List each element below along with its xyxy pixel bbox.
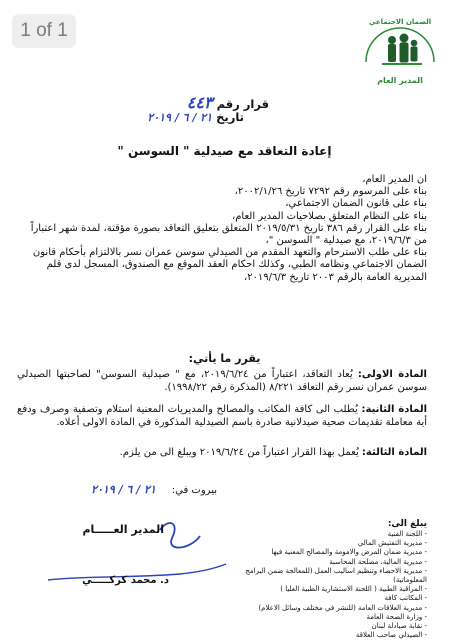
article-text: يُطلب الى كافة المكاتب والمصالح والمديريات المعنية استلام وتصفية وصرف ودفع أية معاملة تقديمات صحية صيدلانية صادرة باسم الصيدلية المذكورة في المادة الاولى أعلاه. bbox=[17, 404, 427, 428]
distribution-item: - نقابة صيادلة لبنان bbox=[227, 622, 427, 631]
signatory-title: المدير العـــــام bbox=[82, 523, 164, 536]
preamble-line: بناء على القرار رقم ٣٨٦ تاريخ ٢٠١٩/٥/٣١ المتعلق بتعليق التعاقد بصورة مؤقتة، لمدة شهر اعتباراً من ٢٠١٩/٦/٣، مع صيدلية " السوسن "، bbox=[30, 222, 427, 247]
document-title: إعادة التعاقد مع صيدلية " السوسن " bbox=[117, 144, 332, 158]
distribution-item: - المكاتب كافة bbox=[227, 594, 427, 603]
place-date-row bbox=[91, 483, 217, 496]
article-label: المادة الثالثة: bbox=[361, 447, 427, 458]
svg-text:الضمان الاجتماعي: الضمان الاجتماعي bbox=[368, 18, 432, 26]
preamble-line: ان المدير العام، bbox=[362, 174, 427, 185]
preamble-line: بناء على النظام المتعلق بصلاحيات المدير العام، bbox=[232, 210, 427, 222]
place-label: بيروت في: bbox=[171, 485, 217, 496]
distribution-item: - مديرية ضمان المرض والامومة والمصالح المعنية فيها bbox=[227, 548, 427, 557]
decision-number-label: قرار رقم bbox=[216, 97, 269, 111]
preamble-line: بناء على قانون الضمان الاجتماعي، bbox=[285, 198, 427, 210]
nssf-logo bbox=[358, 10, 442, 82]
decision-date-row bbox=[147, 110, 244, 124]
distribution-list bbox=[227, 530, 427, 640]
article-1 bbox=[17, 369, 427, 394]
place-date-value: ٢١ / ٦ / ٢٠١٩ bbox=[91, 483, 156, 496]
signatory-name: د. محمد كركـــــي bbox=[82, 575, 169, 586]
distribution-item: - مديرية المالية، مصلحة المحاسبة bbox=[227, 558, 427, 567]
article-3 bbox=[17, 447, 427, 460]
article-text: يُعاد التعاقد، اعتباراً من ٢٠١٩/٦/٢٤، مع " صيدلية السوسن" لصاحبتها الصيدلي سوسن عمران نسر رقم التعاقد ٨/٢٢١ (المذكرة رقم ١٩٩٨/٢٢). bbox=[17, 369, 427, 393]
decision-date-label: تاريخ bbox=[216, 110, 244, 124]
decision-number-value: ٤٤٣ bbox=[186, 93, 213, 112]
distribution-item: - مديرية العلاقات العامة (للنشر في مختلف وسائل الاعلام) bbox=[227, 604, 427, 613]
preamble-line: بناء على المرسوم رقم ٧٢٩٢ تاريخ ٢٠٠٢/١/٢٦، bbox=[234, 186, 427, 198]
decides-heading: يقرر ما يأتي: bbox=[188, 352, 261, 365]
logo-caption: المدير العام bbox=[377, 76, 423, 85]
preamble bbox=[22, 174, 427, 284]
preamble-line: بناء على طلب الاسترحام والتعهد المقدم من الصيدلي سوسن عمران نسر بالالتزام بأحكام قانون الضمان الاجتماعي ونظامه الطبي، وكذلك احكام العقد الموقع مع الصندوق، المسجل لدى قلم المديرية العامة بالرقم ٢٠٠٣ تاريخ ٢٠١٩/٦/٣، bbox=[32, 247, 427, 283]
page-indicator: 1 of 1 bbox=[12, 14, 76, 48]
distribution-item: - مديرية الاحصاء وتنظيم اساليب العمل (للمعالجة ضمن البرامج المعلوماتية) bbox=[227, 567, 427, 585]
distribution-item: - اللجنة الفنية bbox=[227, 530, 427, 539]
distribution-title: يبلغ الى: bbox=[387, 519, 427, 529]
distribution-item: - وزارة الصحة العامة bbox=[227, 613, 427, 622]
article-2 bbox=[17, 404, 427, 429]
distribution-item: - المراقبة الطبية ( اللجنة الاستشارية الطبية العليا ) bbox=[227, 585, 427, 594]
distribution-item: - مديرية التفتيش المالي bbox=[227, 539, 427, 548]
article-text: يُعمل بهذا القرار اعتباراً من ٢٠١٩/٦/٢٤ ويبلغ الى من يلزم. bbox=[119, 447, 359, 458]
decision-date-value: ٢١ / ٦ / ٢٠١٩ bbox=[147, 111, 213, 124]
article-label: المادة الاولى: bbox=[357, 369, 427, 380]
distribution-item: - الصيدلي صاحب العلاقة bbox=[227, 631, 427, 640]
article-label: المادة الثانية: bbox=[361, 404, 427, 415]
